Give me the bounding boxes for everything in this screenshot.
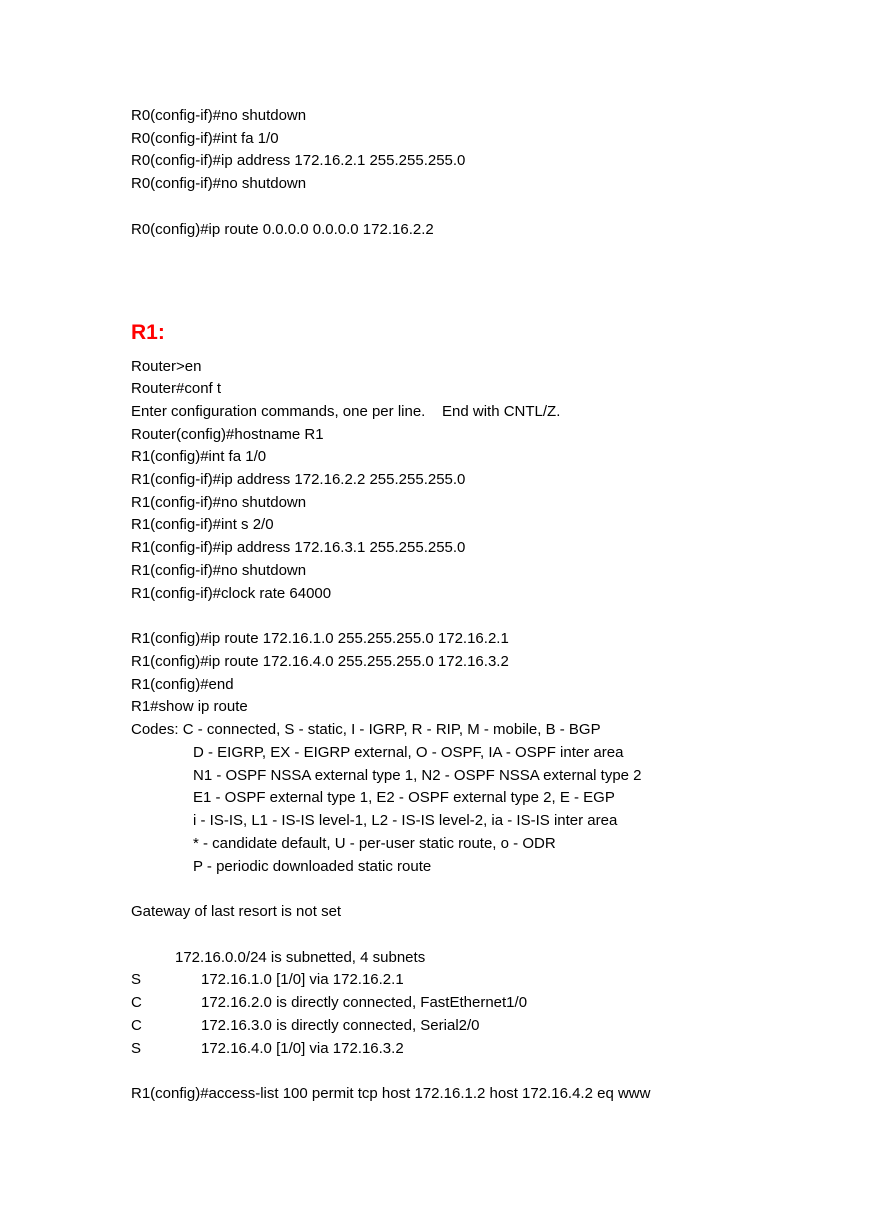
r1-line: R1(config-if)#ip address 172.16.3.1 255.255.255.0 bbox=[131, 539, 466, 556]
r1-line: Enter configuration commands, one per line. End with CNTL/Z. bbox=[131, 403, 561, 420]
r0-line: R0(config)#ip route 0.0.0.0 0.0.0.0 172.16.2.2 bbox=[131, 221, 434, 238]
r1-line: R1(config-if)#no shutdown bbox=[131, 494, 307, 511]
r1-line: Router(config)#hostname R1 bbox=[131, 426, 324, 443]
route-text: 172.16.3.0 is directly connected, Serial2/0 bbox=[201, 1017, 480, 1034]
r0-line: R0(config-if)#ip address 172.16.2.1 255.255.255.0 bbox=[131, 152, 466, 169]
access-list-line: R1(config)#access-list 100 permit tcp host 172.16.1.2 host 172.16.4.2 eq www bbox=[131, 1085, 651, 1102]
codes-line: E1 - OSPF external type 1, E2 - OSPF external type 2, E - EGP bbox=[193, 789, 615, 806]
r1-line: R1(config)#ip route 172.16.4.0 255.255.255.0 172.16.3.2 bbox=[131, 653, 509, 670]
codes-line: P - periodic downloaded static route bbox=[193, 858, 432, 875]
r1-line: R1#show ip route bbox=[131, 698, 248, 715]
r1-line: R1(config)#int fa 1/0 bbox=[131, 448, 267, 465]
r1-line: R1(config)#ip route 172.16.1.0 255.255.255.0 172.16.2.1 bbox=[131, 630, 509, 647]
r1-line: Router>en bbox=[131, 358, 202, 375]
r0-line: R0(config-if)#int fa 1/0 bbox=[131, 130, 279, 147]
r1-line: Codes: C - connected, S - static, I - IGRP, R - RIP, M - mobile, B - BGP bbox=[131, 721, 601, 738]
r1-heading: R1: bbox=[131, 321, 165, 344]
route-code: S bbox=[131, 1040, 142, 1057]
r1-line: R1(config-if)#clock rate 64000 bbox=[131, 585, 332, 602]
subnet-summary: 172.16.0.0/24 is subnetted, 4 subnets bbox=[175, 949, 426, 966]
route-text: 172.16.4.0 [1/0] via 172.16.3.2 bbox=[201, 1040, 404, 1057]
codes-line: i - IS-IS, L1 - IS-IS level-1, L2 - IS-IS level-2, ia - IS-IS inter area bbox=[193, 812, 618, 829]
codes-line: * - candidate default, U - per-user static route, o - ODR bbox=[193, 835, 556, 852]
route-code: C bbox=[131, 994, 142, 1011]
route-code: S bbox=[131, 971, 142, 988]
r0-line: R0(config-if)#no shutdown bbox=[131, 175, 307, 192]
route-code: C bbox=[131, 1017, 142, 1034]
r1-line: R1(config-if)#int s 2/0 bbox=[131, 516, 274, 533]
r1-line: R1(config-if)#no shutdown bbox=[131, 562, 307, 579]
r0-line: R0(config-if)#no shutdown bbox=[131, 107, 307, 124]
r1-line: R1(config-if)#ip address 172.16.2.2 255.255.255.0 bbox=[131, 471, 466, 488]
route-text: 172.16.2.0 is directly connected, FastEthernet1/0 bbox=[201, 994, 528, 1011]
r1-line: Router#conf t bbox=[131, 380, 222, 397]
codes-line: D - EIGRP, EX - EIGRP external, O - OSPF, IA - OSPF inter area bbox=[193, 744, 624, 761]
r1-line: R1(config)#end bbox=[131, 676, 234, 693]
gateway-line: Gateway of last resort is not set bbox=[131, 903, 342, 920]
codes-line: N1 - OSPF NSSA external type 1, N2 - OSPF NSSA external type 2 bbox=[193, 767, 642, 784]
route-text: 172.16.1.0 [1/0] via 172.16.2.1 bbox=[201, 971, 404, 988]
